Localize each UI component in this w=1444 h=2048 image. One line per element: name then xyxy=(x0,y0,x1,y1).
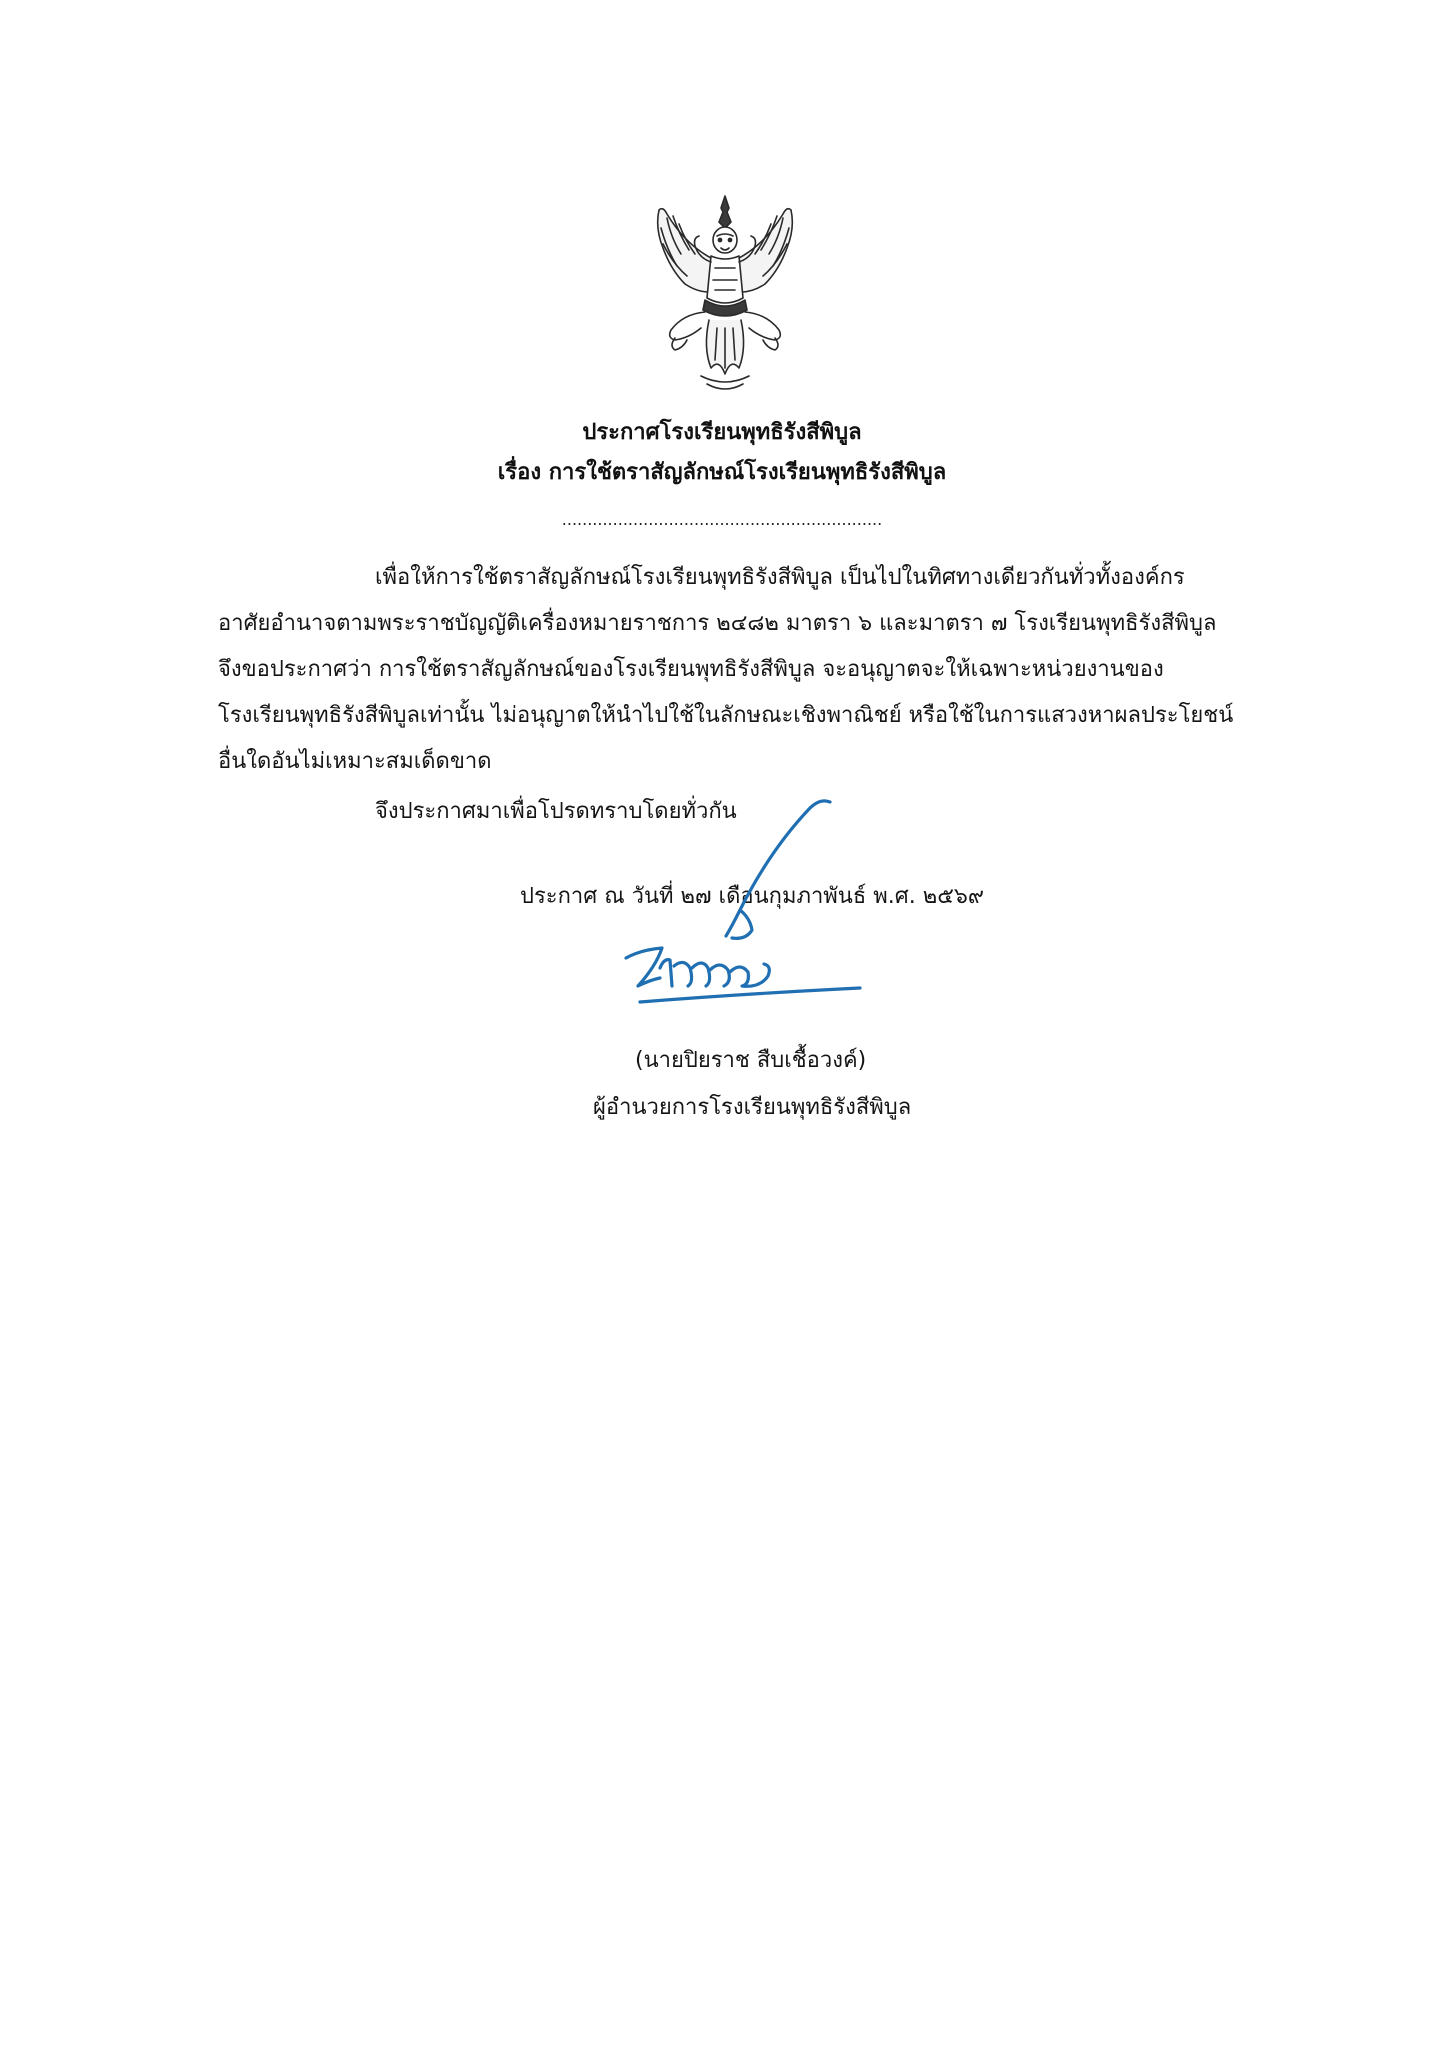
signatory-name: (นายปิยราช สืบเชื้อวงค์) xyxy=(635,1048,867,1073)
signature-icon xyxy=(600,790,900,1030)
announcement-subject: เรื่อง การใช้ตราสัญลักษณ์โรงเรียนพุทธิรังสีพิบูล xyxy=(497,460,947,485)
signatory-position: ผู้อำนวยการโรงเรียนพุทธิรังสีพิบูล xyxy=(593,1095,912,1120)
announcement-title: ประกาศโรงเรียนพุทธิรังสีพิบูล xyxy=(582,420,862,445)
closing-line: จึงประกาศมาเพื่อโปรดทราบโดยทั่วกัน xyxy=(375,799,737,824)
garuda-emblem-icon xyxy=(645,188,805,398)
announcement-date: ประกาศ ณ วันที่ ๒๗ เดือนกุมภาพันธ์ พ.ศ. ๒๕๖๙ xyxy=(520,884,984,909)
body-line: โรงเรียนพุทธิรังสีพิบูลเท่านั้น ไม่อนุญาตให้นำไปใช้ในลักษณะเชิงพาณิชย์ หรือใช้ในการแสวงหาผลประโยชน์ xyxy=(218,703,1234,728)
body-line: อื่นใดอันไม่เหมาะสมเด็ดขาด xyxy=(218,749,492,774)
body-line: เพื่อให้การใช้ตราสัญลักษณ์โรงเรียนพุทธิรังสีพิบูล เป็นไปในทิศทางเดียวกันทั่วทั้งองค์กร xyxy=(375,565,1185,590)
dotted-rule: ............................................................... xyxy=(561,510,883,529)
body-line: จึงขอประกาศว่า การใช้ตราสัญลักษณ์ของโรงเรียนพุทธิรังสีพิบูล จะอนุญาตจะให้เฉพาะหน่วยงานของ xyxy=(218,657,1164,682)
body-line: อาศัยอำนาจตามพระราชบัญญัติเครื่องหมายราชการ ๒๔๘๒ มาตรา ๖ และมาตรา ๗ โรงเรียนพุทธิรังสีพิบูล xyxy=(218,611,1217,636)
